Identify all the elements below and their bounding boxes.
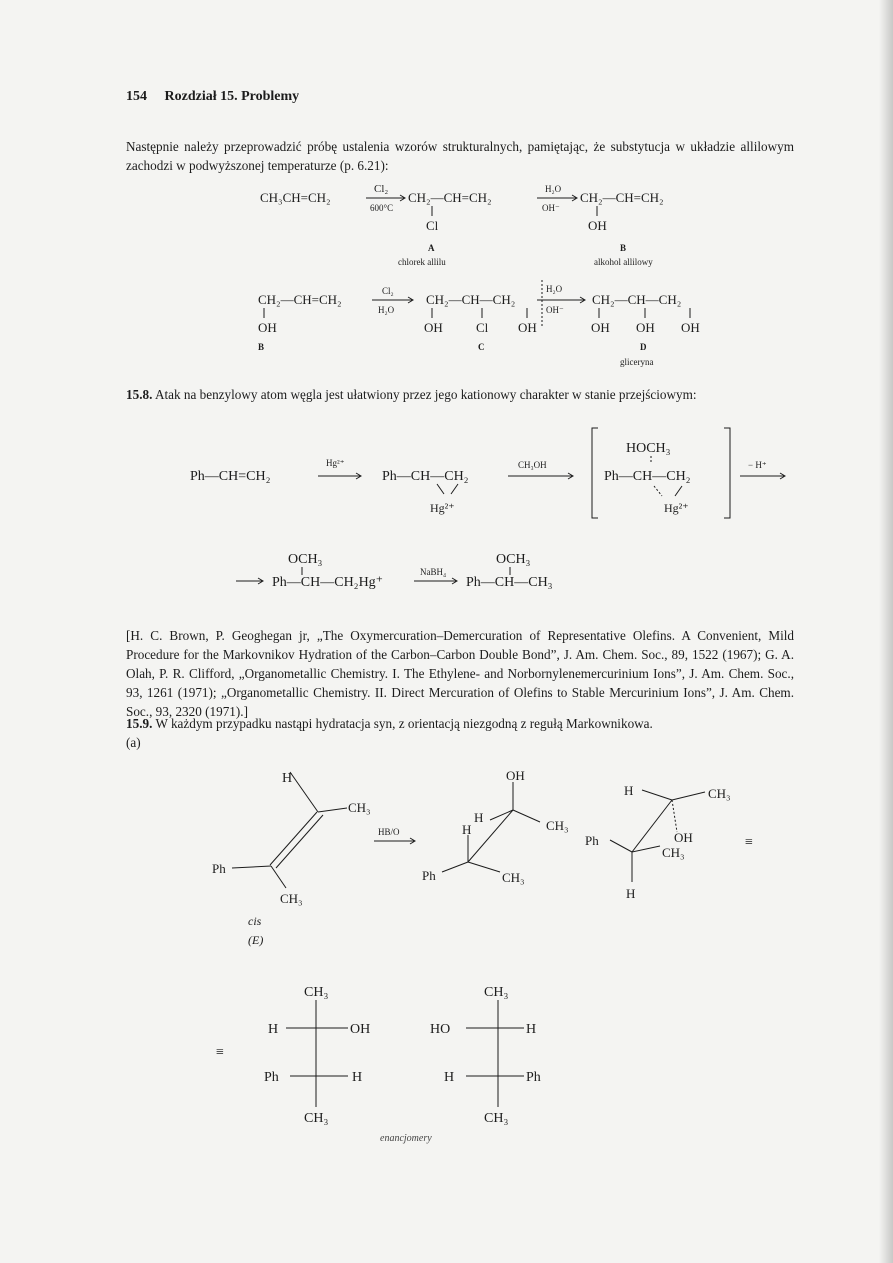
fig-a-ph: Ph: [212, 861, 226, 876]
s1-reagent2-top: H₂O: [545, 184, 562, 194]
s2-product-c-sub-3: OH: [518, 320, 537, 335]
s3-bracket-hg: Hg²⁺: [664, 501, 689, 515]
s2-product-c-sub-1: OH: [424, 320, 443, 335]
s3-styrene: Ph—CH=CH₂: [190, 469, 271, 484]
s1-product-b: CH₂—CH=CH₂: [580, 190, 664, 205]
s2-product-c: CH₂—CH—CH₂: [426, 292, 516, 307]
paragraph-15-8-text: Atak na benzylowy atom węgla jest ułatwiony przez jego kationowy charakter w stanie przejściowym:: [154, 387, 697, 402]
s4-och3-a: OCH₃: [288, 552, 323, 567]
s1-reagent2-bottom: OH⁻: [542, 203, 560, 213]
fischer-right-r1-left: HO: [430, 1022, 451, 1037]
fischer-left-bottom: CH₃: [304, 1111, 329, 1126]
intro-paragraph: Następnie należy przeprowadzić próbę ustalenia wzorów strukturalnych, pamiętając, że substytucja w układzie allilowym zachodzi w podwyższonej temperaturze (p. 6.21):: [126, 139, 794, 173]
fischer-left-top: CH₃: [304, 985, 329, 1000]
s1-reagent1-bottom: 600°C: [370, 203, 394, 213]
s1-name-b: alkohol allilowy: [594, 257, 653, 267]
sh2-ph: Ph: [585, 833, 599, 848]
page-number: 154: [126, 89, 147, 104]
paragraph-15-9-text: W każdym przypadku nastąpi hydratacja syn, z orientacją niezgodną z regułą Markownikowa.: [155, 716, 653, 731]
fischer-right-r1-right: H: [526, 1022, 537, 1037]
s1-product-a-sub: Cl: [426, 218, 439, 233]
s2-product-c-sub-2: Cl: [476, 320, 489, 335]
fig-a-ch3-top: CH₃: [348, 800, 371, 815]
s2-name-d: gliceryna: [620, 357, 654, 367]
fischer-left-r1-right: OH: [350, 1022, 371, 1037]
s2-label-d: D: [640, 342, 647, 352]
s3-bracket-top: HOCH₃: [626, 441, 671, 456]
s2-reagent2-top: H₂O: [546, 284, 563, 294]
s3-meoh: CH₃OH: [518, 460, 547, 470]
sh2-ch3-lower: CH₃: [662, 845, 685, 860]
fischer-left-r1-left: H: [268, 1022, 279, 1037]
sh1-ph: Ph: [422, 868, 436, 883]
sh1-ch3-bottom: CH₃: [502, 870, 525, 885]
s2-reactant-label: B: [258, 342, 265, 352]
s1-reactant: CH₃CH=CH₂: [260, 190, 331, 205]
s2-product-d: CH₂—CH—CH₂: [592, 292, 682, 307]
paragraph-15-8-number: 15.8.: [126, 387, 153, 402]
sh2-oh: OH: [674, 830, 693, 845]
fig-a-reagent: HB/O: [378, 827, 400, 837]
sh1-h-upper: H: [474, 810, 484, 825]
s3-hg-reagent: Hg²⁺: [326, 458, 345, 468]
fischer-left-r2-right: H: [352, 1070, 363, 1085]
fig-a-equiv: ≡: [745, 835, 753, 850]
s2-reactant: CH₂—CH=CH₂: [258, 292, 342, 307]
sh2-h-top: H: [624, 783, 634, 798]
fischer-caption: enancjomery: [380, 1133, 432, 1144]
fischer-right-r2-right: Ph: [526, 1070, 541, 1085]
s2-reagent1-bottom: H₂O: [378, 305, 395, 315]
s3-bracket-mid: Ph—CH—CH₂: [604, 469, 691, 484]
s3-ion1-hg: Hg²⁺: [430, 501, 455, 515]
s3-minus-h: − H⁺: [748, 460, 767, 470]
s4-product1: Ph—CH—CH₂Hg⁺: [272, 575, 384, 590]
s3-ion1: Ph—CH—CH₂: [382, 469, 469, 484]
references-paragraph: [H. C. Brown, P. Geoghegan jr, „The Oxymercuration–Demercuration of Representative Olefins. A Convenient, Mild Procedure for the Markovnikov Hydration of the Carbon–Carbon Double Bond”, J. Am. Chem. Soc., 89, 1522 (1967); G. A. Olah, P. R. Clifford, „Organometallic Chemistry. I. The Ethylene- and Norbornylenemercurinium Ions”, J. Am. Chem. Soc., 93, 1261 (1971); „Organometallic Chemistry. II. Direct Mercuration of Olefins to Stable Mercurinium Ions”, J. Am. Chem. Soc., 93, 2320 (1971).]: [126, 628, 794, 719]
fischer-right-r2-left: H: [444, 1070, 455, 1085]
sh2-ch3-top: CH₃: [708, 786, 731, 801]
sh1-h-lower: H: [462, 822, 472, 837]
fig-a-cis: cis: [248, 914, 262, 928]
sh1-oh: OH: [506, 768, 525, 783]
s2-product-d-sub-2: OH: [636, 320, 655, 335]
s2-product-d-sub-3: OH: [681, 320, 700, 335]
sh1-ch3-right: CH₃: [546, 818, 569, 833]
s2-reagent1-top: Cl₂: [382, 286, 394, 296]
chapter-title: Rozdział 15. Problemy: [164, 89, 300, 104]
s2-label-c: C: [478, 342, 485, 352]
fischer-equiv: ≡: [216, 1045, 224, 1060]
s4-och3-b: OCH₃: [496, 552, 531, 567]
s2-reactant-sub: OH: [258, 320, 277, 335]
fig-a-h: H: [282, 771, 293, 786]
paragraph-15-9-number: 15.9.: [126, 716, 153, 731]
fischer-right-bottom: CH₃: [484, 1111, 509, 1126]
s1-label-b: B: [620, 243, 627, 253]
item-a-label: (a): [126, 735, 141, 750]
fischer-right-top: CH₃: [484, 985, 509, 1000]
s4-product2: Ph—CH—CH₃: [466, 575, 553, 590]
s2-product-d-sub-1: OH: [591, 320, 610, 335]
s1-label-a: A: [428, 243, 435, 253]
s1-name-a: chlorek allilu: [398, 257, 446, 267]
s1-product-b-sub: OH: [588, 218, 607, 233]
s4-nabh4: NaBH₄: [420, 567, 447, 577]
s1-product-a: CH₂—CH=CH₂: [408, 190, 492, 205]
fig-a-e: (E): [248, 933, 264, 947]
s2-reagent2-bottom: OH⁻: [546, 305, 564, 315]
fig-a-ch3-bottom: CH₃: [280, 891, 303, 906]
fischer-left-r2-left: Ph: [264, 1070, 279, 1085]
s1-reagent1-top: Cl₂: [374, 183, 389, 195]
sh2-h-bottom: H: [626, 886, 636, 901]
